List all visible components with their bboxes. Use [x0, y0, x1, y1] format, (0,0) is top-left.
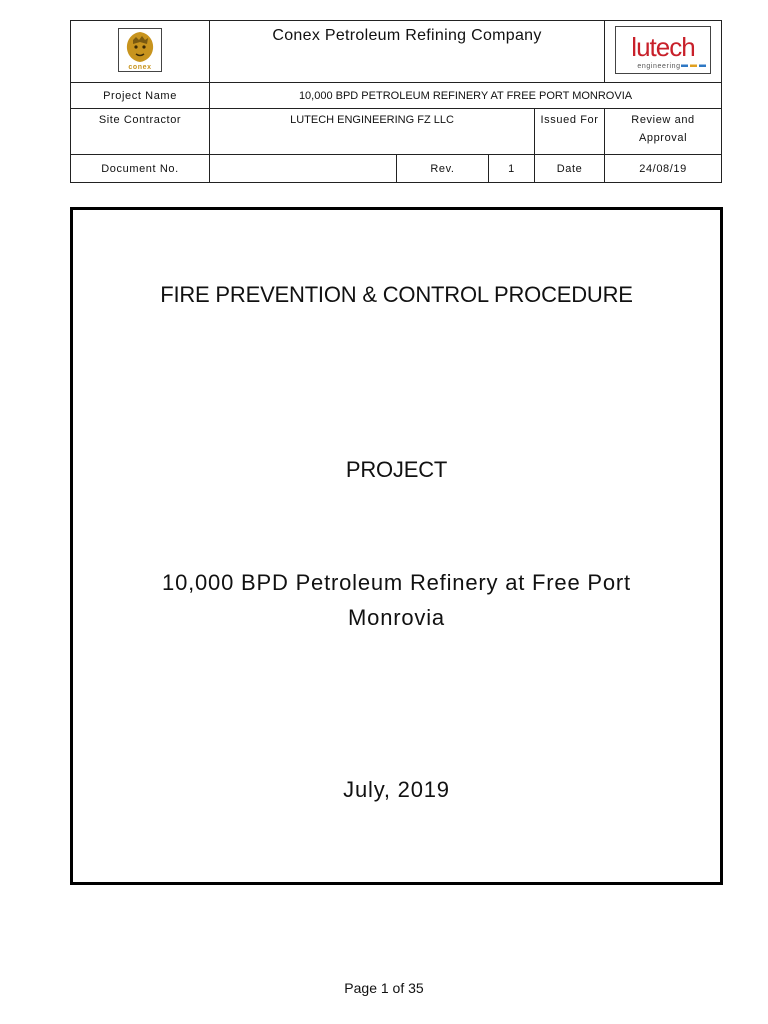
date-value: 24/08/19 [605, 155, 722, 183]
project-heading: PROJECT [345, 457, 448, 482]
document-title: FIRE PREVENTION & CONTROL PROCEDURE [160, 282, 633, 307]
rev-value: 1 [489, 155, 535, 183]
project-description-line1: 10,000 BPD Petroleum Refinery at Free Port [162, 570, 631, 595]
issued-for-value-line2: Approval [638, 132, 688, 144]
cover-frame [70, 207, 723, 885]
project-description-line2: Monrovia [348, 605, 445, 630]
issued-for-value-line1: Review and [631, 114, 695, 126]
document-no-label: Document No. [71, 155, 210, 183]
site-contractor-value: LUTECH ENGINEERING FZ LLC [210, 109, 535, 155]
issued-for-value [605, 109, 722, 155]
document-header-table [70, 20, 722, 183]
svg-text:lutech: lutech [631, 32, 695, 62]
document-no-value [210, 155, 397, 183]
project-description [73, 565, 720, 635]
issued-for-label: Issued For [535, 109, 605, 155]
cover-date: July, 2019 [343, 777, 450, 802]
svg-text:conex: conex [128, 64, 152, 71]
project-name-label: Project Name [71, 83, 210, 109]
project-name-value: 10,000 BPD PETROLEUM REFINERY AT FREE PORT MONROVIA [210, 83, 722, 109]
lutech-logo-cell [605, 21, 722, 83]
date-label: Date [535, 155, 605, 183]
conex-logo-cell [71, 21, 210, 83]
svg-text:engineering: engineering [637, 63, 681, 70]
rev-label: Rev. [397, 155, 489, 183]
company-name: Conex Petroleum Refining Company [210, 21, 605, 83]
conex-logo [118, 28, 162, 72]
lutech-logo [615, 26, 711, 74]
page-number: Page 1 of 35 [344, 980, 424, 996]
site-contractor-label: Site Contractor [71, 109, 210, 155]
